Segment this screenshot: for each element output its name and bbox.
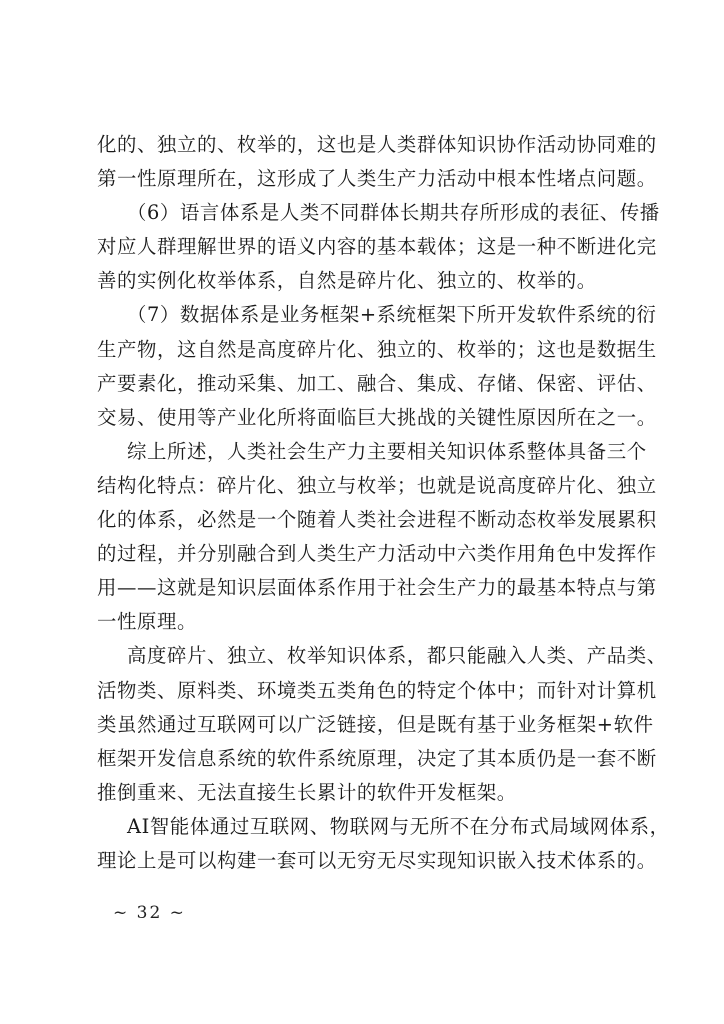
text-line-20: 推倒重来、无法直接生长累计的软件开发框架。 <box>97 780 517 804</box>
text-line-15: 一性原理。 <box>97 610 197 634</box>
text-line-5: 善的实例化枚举体系，自然是碎片化、独立的、枚举的。 <box>97 269 597 293</box>
text-line-18: 类虽然通过互联网可以广泛链接，但是既有基于业务框架+软件 <box>97 712 654 736</box>
text-line-8: 产要素化，推动采集、加工、融合、集成、存储、保密、评估、 <box>97 371 657 395</box>
text-line-10: 综上所述，人类社会生产力主要相关知识体系整体具备三个 <box>127 439 647 463</box>
text-line-1: 化的、独立的、枚举的，这也是人类群体知识协作活动协同难的 <box>97 133 657 156</box>
text-line-17: 活物类、原料类、环境类五类角色的特定个体中；而针对计算机 <box>97 678 657 702</box>
text-line-14: 用——这就是知识层面体系作用于社会生产力的最基本特点与第 <box>97 576 657 600</box>
text-line-12: 化的体系，必然是一个随着人类社会进程不断动态枚举发展累积 <box>97 508 657 532</box>
text-line-3: （6）语言体系是人类不同群体长期共存所形成的表征、传播 <box>127 201 660 225</box>
text-line-13: 的过程，并分别融合到人类生产力活动中六类作用角色中发挥作 <box>97 542 657 566</box>
text-line-4: 对应人群理解世界的语义内容的基本载体；这是一种不断进化完 <box>97 235 657 259</box>
text-line-6: （7）数据体系是业务框架+系统框架下所开发软件系统的衍 <box>127 303 657 327</box>
text-line-9: 交易、使用等产业化所将面临巨大挑战的关键性原因所在之一。 <box>97 405 657 429</box>
text-line-16: 高度碎片、独立、枚举知识体系，都只能融入人类、产品类、 <box>127 644 667 668</box>
document-body <box>97 128 670 878</box>
page-number: ~ 32 ~ <box>113 903 186 923</box>
text-line-11: 结构化特点：碎片化、独立与枚举；也就是说高度碎片化、独立 <box>97 473 657 497</box>
text-line-22: 理论上是可以构建一套可以无穷无尽实现知识嵌入技术体系的。 <box>97 848 657 872</box>
text-line-2: 第一性原理所在，这形成了人类生产力活动中根本性堵点问题。 <box>97 167 657 191</box>
text-line-19: 框架开发信息系统的软件系统原理，决定了其本质仍是一套不断 <box>97 746 657 770</box>
text-line-7: 生产物，这自然是高度碎片化、独立的、枚举的；这也是数据生 <box>97 337 657 361</box>
text-line-21: AI智能体通过互联网、物联网与无所不在分布式局域网体系， <box>127 814 670 838</box>
